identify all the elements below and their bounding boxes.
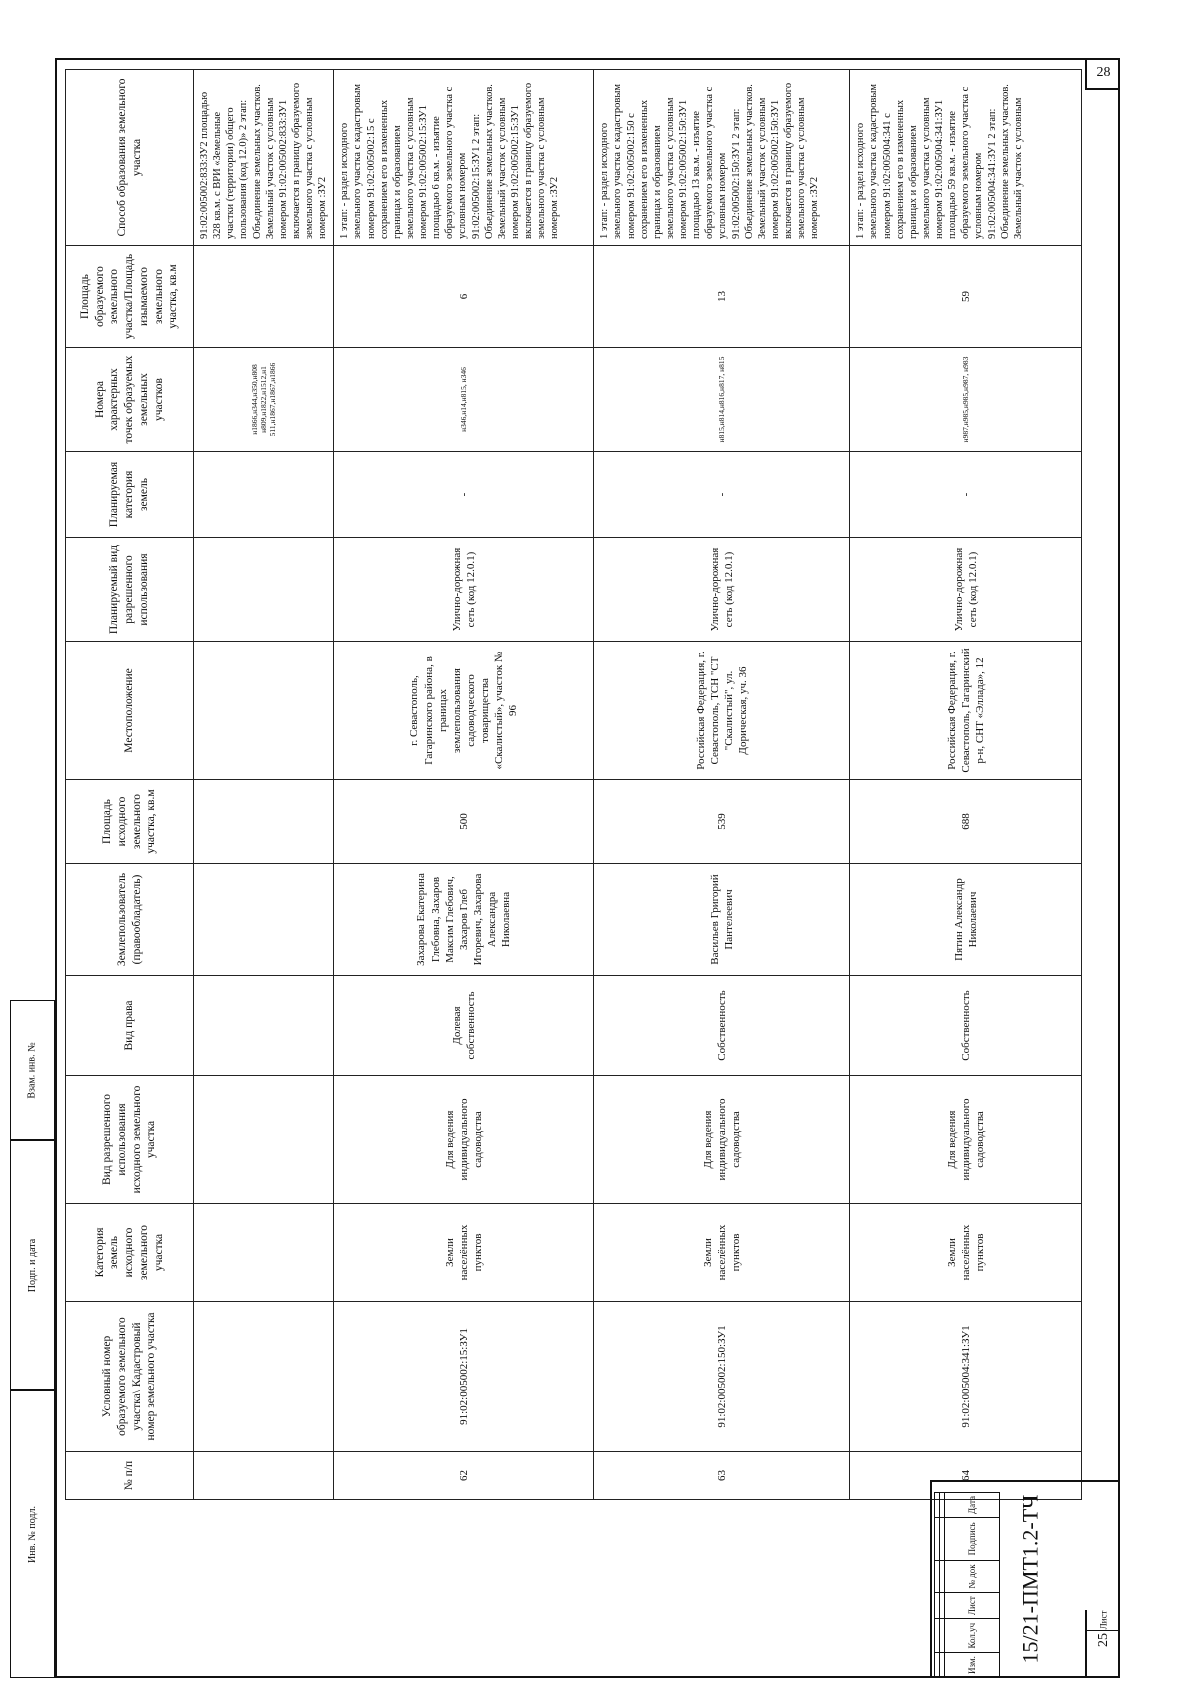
sheet-label-text: Лист (1098, 1610, 1109, 1630)
sheet-label (1087, 1610, 1120, 1631)
planned-category: - (334, 452, 594, 538)
land-plots-table (65, 70, 1077, 1500)
document-code-text: 15/21-ПМТ1.2-ТЧ (1017, 1494, 1043, 1664)
side-label: Инв. № подл. (27, 1505, 39, 1563)
header-cell: Планируемый вид разрешенного использования (66, 538, 194, 642)
land-category: Земли населённых пунктов (334, 1204, 594, 1302)
source-area: 539 (594, 780, 850, 864)
right-type: Собственность (594, 976, 850, 1076)
owner: Захарова Екатерина Глебовна, Захаров Максим Глебович, Захаров Глеб Игоревич, Захарова Александра Николаевна (334, 864, 594, 976)
owner: Васильев Григорий Пантелеевич (594, 864, 850, 976)
new-area: 13 (594, 246, 850, 348)
formation-method: 1 этап: - раздел исходного земельного участка с кадастровым номером 91:02:005002:150 с сохранением его в измененных границах и образованием земельного участка с условным номером 91:02:005002:150:ЗУ1 площадью 13 кв.м. - изъятие образуемого земельного участка с условным номером 91:02:005002:150:ЗУ1 2 этап: Объединение земельных участков. Земельный участок с условным номером 91:02:005002:150:ЗУ1 включается в границу образуемого земельного участка с условным номером :ЗУ2 (594, 70, 850, 246)
point-numbers: н1866,н344,н350,н808 н809,н1822,н1512,н1 511,н1867,н1867,н1866 (194, 348, 334, 452)
side-cell (10, 1000, 55, 1140)
table-header-row (66, 70, 194, 1500)
document-code (1000, 1480, 1060, 1678)
sheet-number-text: 25 (1095, 1633, 1111, 1647)
formation-method: 1 этап: - раздел исходного земельного участка с кадастровым номером 91:02:005002:15 с сохранением его в измененных границах и образованием земельного участка с условным номером 91:02:005002:15:ЗУ1 площадью 6 кв.м. - изъятие образуемого земельного участка с условным номером 91:02:005002:15:ЗУ1 2 этап: Объединение земельных участков. Земельный участок с условным номером 91:02:005002:15:ЗУ1 включается в границу образуемого земельного участка с условным номером :ЗУ2 (334, 70, 594, 246)
stamp-rotator (934, 1492, 1000, 1678)
right-type (194, 976, 334, 1076)
page-number: 28 (1085, 58, 1120, 90)
new-area (194, 246, 334, 348)
table-row (594, 70, 850, 1500)
permitted-use (194, 1076, 334, 1204)
planned-category: - (594, 452, 850, 538)
right-type: Собственность (850, 976, 1082, 1076)
cadastral-number: 91:02:005002:150:ЗУ1 (594, 1302, 850, 1452)
formation-method: 1 этап: - раздел исходного земельного участка с кадастровым номером 91:02:005004:341 с сохранением его в измененных границах и образованием земельного участка с условным номером 91:02:005004:341:ЗУ1 площадью 59 кв.м. - изъятие образуемого земельного участка с условным номером 91:02:005004:341:ЗУ1 2 этап: Объединение земельных участков. Земельный участок с условным (850, 70, 1082, 246)
stamp-header: Кол.уч (945, 1619, 1000, 1653)
right-type: Долевая собственность (334, 976, 594, 1076)
sheet-box (1085, 1610, 1120, 1678)
land-category: Земли населённых пунктов (850, 1204, 1082, 1302)
side-label: Подп. и дата (27, 1238, 38, 1292)
header-cell: Площадь образуемого земельного участка/Площадь изымаемого земельного участка, кв.м (66, 246, 194, 348)
owner: Пятин Александр Николаевич (850, 864, 1082, 976)
side-cell (10, 1140, 55, 1390)
formation-method: 91:02:005002:833:ЗУ2 площадью 328 кв.м. с ВРИ «Земельные участки (территории) общего пользования (код 12.0)» 2 этап: Объединение земельных участков. Земельный участок с условным номером 91:02:005002:833:ЗУ1 включается в границу образуемого земельного участка с условным номером :ЗУ2 (194, 70, 334, 246)
header-cell: Землепользователь (правообладатель) (66, 864, 194, 976)
new-area: 6 (334, 246, 594, 348)
planned-use (194, 538, 334, 642)
planned-use: Улично-дорожная сеть (код 12.0.1) (334, 538, 594, 642)
permitted-use: Для ведения индивидуального садоводства (850, 1076, 1082, 1204)
planned-use: Улично-дорожная сеть (код 12.0.1) (850, 538, 1082, 642)
location: Российская Федерация, г. Севастополь, Гагаринский р-н, СНТ «Эллада», 12 (850, 642, 1082, 780)
header-cell: Вид разрешенного использования исходного земельного участка (66, 1076, 194, 1204)
source-area: 688 (850, 780, 1082, 864)
permitted-use: Для ведения индивидуального садоводства (594, 1076, 850, 1204)
row-num: 63 (594, 1452, 850, 1500)
stamp-header: Лист (945, 1593, 1000, 1619)
stamp-header: Дата (945, 1493, 1000, 1518)
sheet-number (1087, 1632, 1120, 1648)
side-label: Взам. инв. № (27, 1041, 39, 1099)
planned-category (194, 452, 334, 538)
row-num: 64 (850, 1452, 1082, 1500)
header-cell: Местоположение (66, 642, 194, 780)
planned-category: - (850, 452, 1082, 538)
new-area: 59 (850, 246, 1082, 348)
header-cell: Категория земель исходного земельного участка (66, 1204, 194, 1302)
cadastral-number: 91:02:005004:341:ЗУ1 (850, 1302, 1082, 1452)
cadastral-number (194, 1302, 334, 1452)
point-numbers: н815,н814,н816,н817, н815 (594, 348, 850, 452)
source-area (194, 780, 334, 864)
stamp-header: Изм. (945, 1653, 1000, 1678)
header-cell: Условный номер образуемого земельного участка\ Кадастровый номер земельного участка (66, 1302, 194, 1452)
land-category: Земли населённых пунктов (594, 1204, 850, 1302)
location (194, 642, 334, 780)
header-cell: Площадь исходного земельного участка, кв.м (66, 780, 194, 864)
header-cell: № п/п (66, 1452, 194, 1500)
row-num: 62 (334, 1452, 594, 1500)
row-num (194, 1452, 334, 1500)
source-area: 500 (334, 780, 594, 864)
table-row (194, 70, 334, 1500)
point-numbers: н987,н985,н985,н987, н983 (850, 348, 1082, 452)
header-cell: Вид права (66, 976, 194, 1076)
location: Российская Федерация, г. Севастополь, ТСН "СТ "Скалистый", ул. Дорическая, уч. 36 (594, 642, 850, 780)
side-cell (10, 1390, 55, 1678)
cadastral-number: 91:02:005002:15:ЗУ1 (334, 1302, 594, 1452)
planned-use: Улично-дорожная сеть (код 12.0.1) (594, 538, 850, 642)
location: г. Севастополь, Гагаринского района, в границах землепользования садоводческого товарищества «Скалистый», участок № 96 (334, 642, 594, 780)
point-numbers: н346,н14,н815, н346 (334, 348, 594, 452)
header-cell: Способ образования земельного участка (66, 70, 194, 246)
header-cell: Номера характерных точек образуемых земельных участков (66, 348, 194, 452)
table-row (334, 70, 594, 1500)
stamp-header: № док (945, 1560, 1000, 1592)
owner (194, 864, 334, 976)
header-cell: Планируемая категория земель (66, 452, 194, 538)
revision-table (934, 1492, 1000, 1678)
permitted-use: Для ведения индивидуального садоводства (334, 1076, 594, 1204)
side-stamp (10, 1000, 55, 1678)
land-category (194, 1204, 334, 1302)
stamp-header: Подпись (945, 1517, 1000, 1560)
table-row (850, 70, 1082, 1500)
